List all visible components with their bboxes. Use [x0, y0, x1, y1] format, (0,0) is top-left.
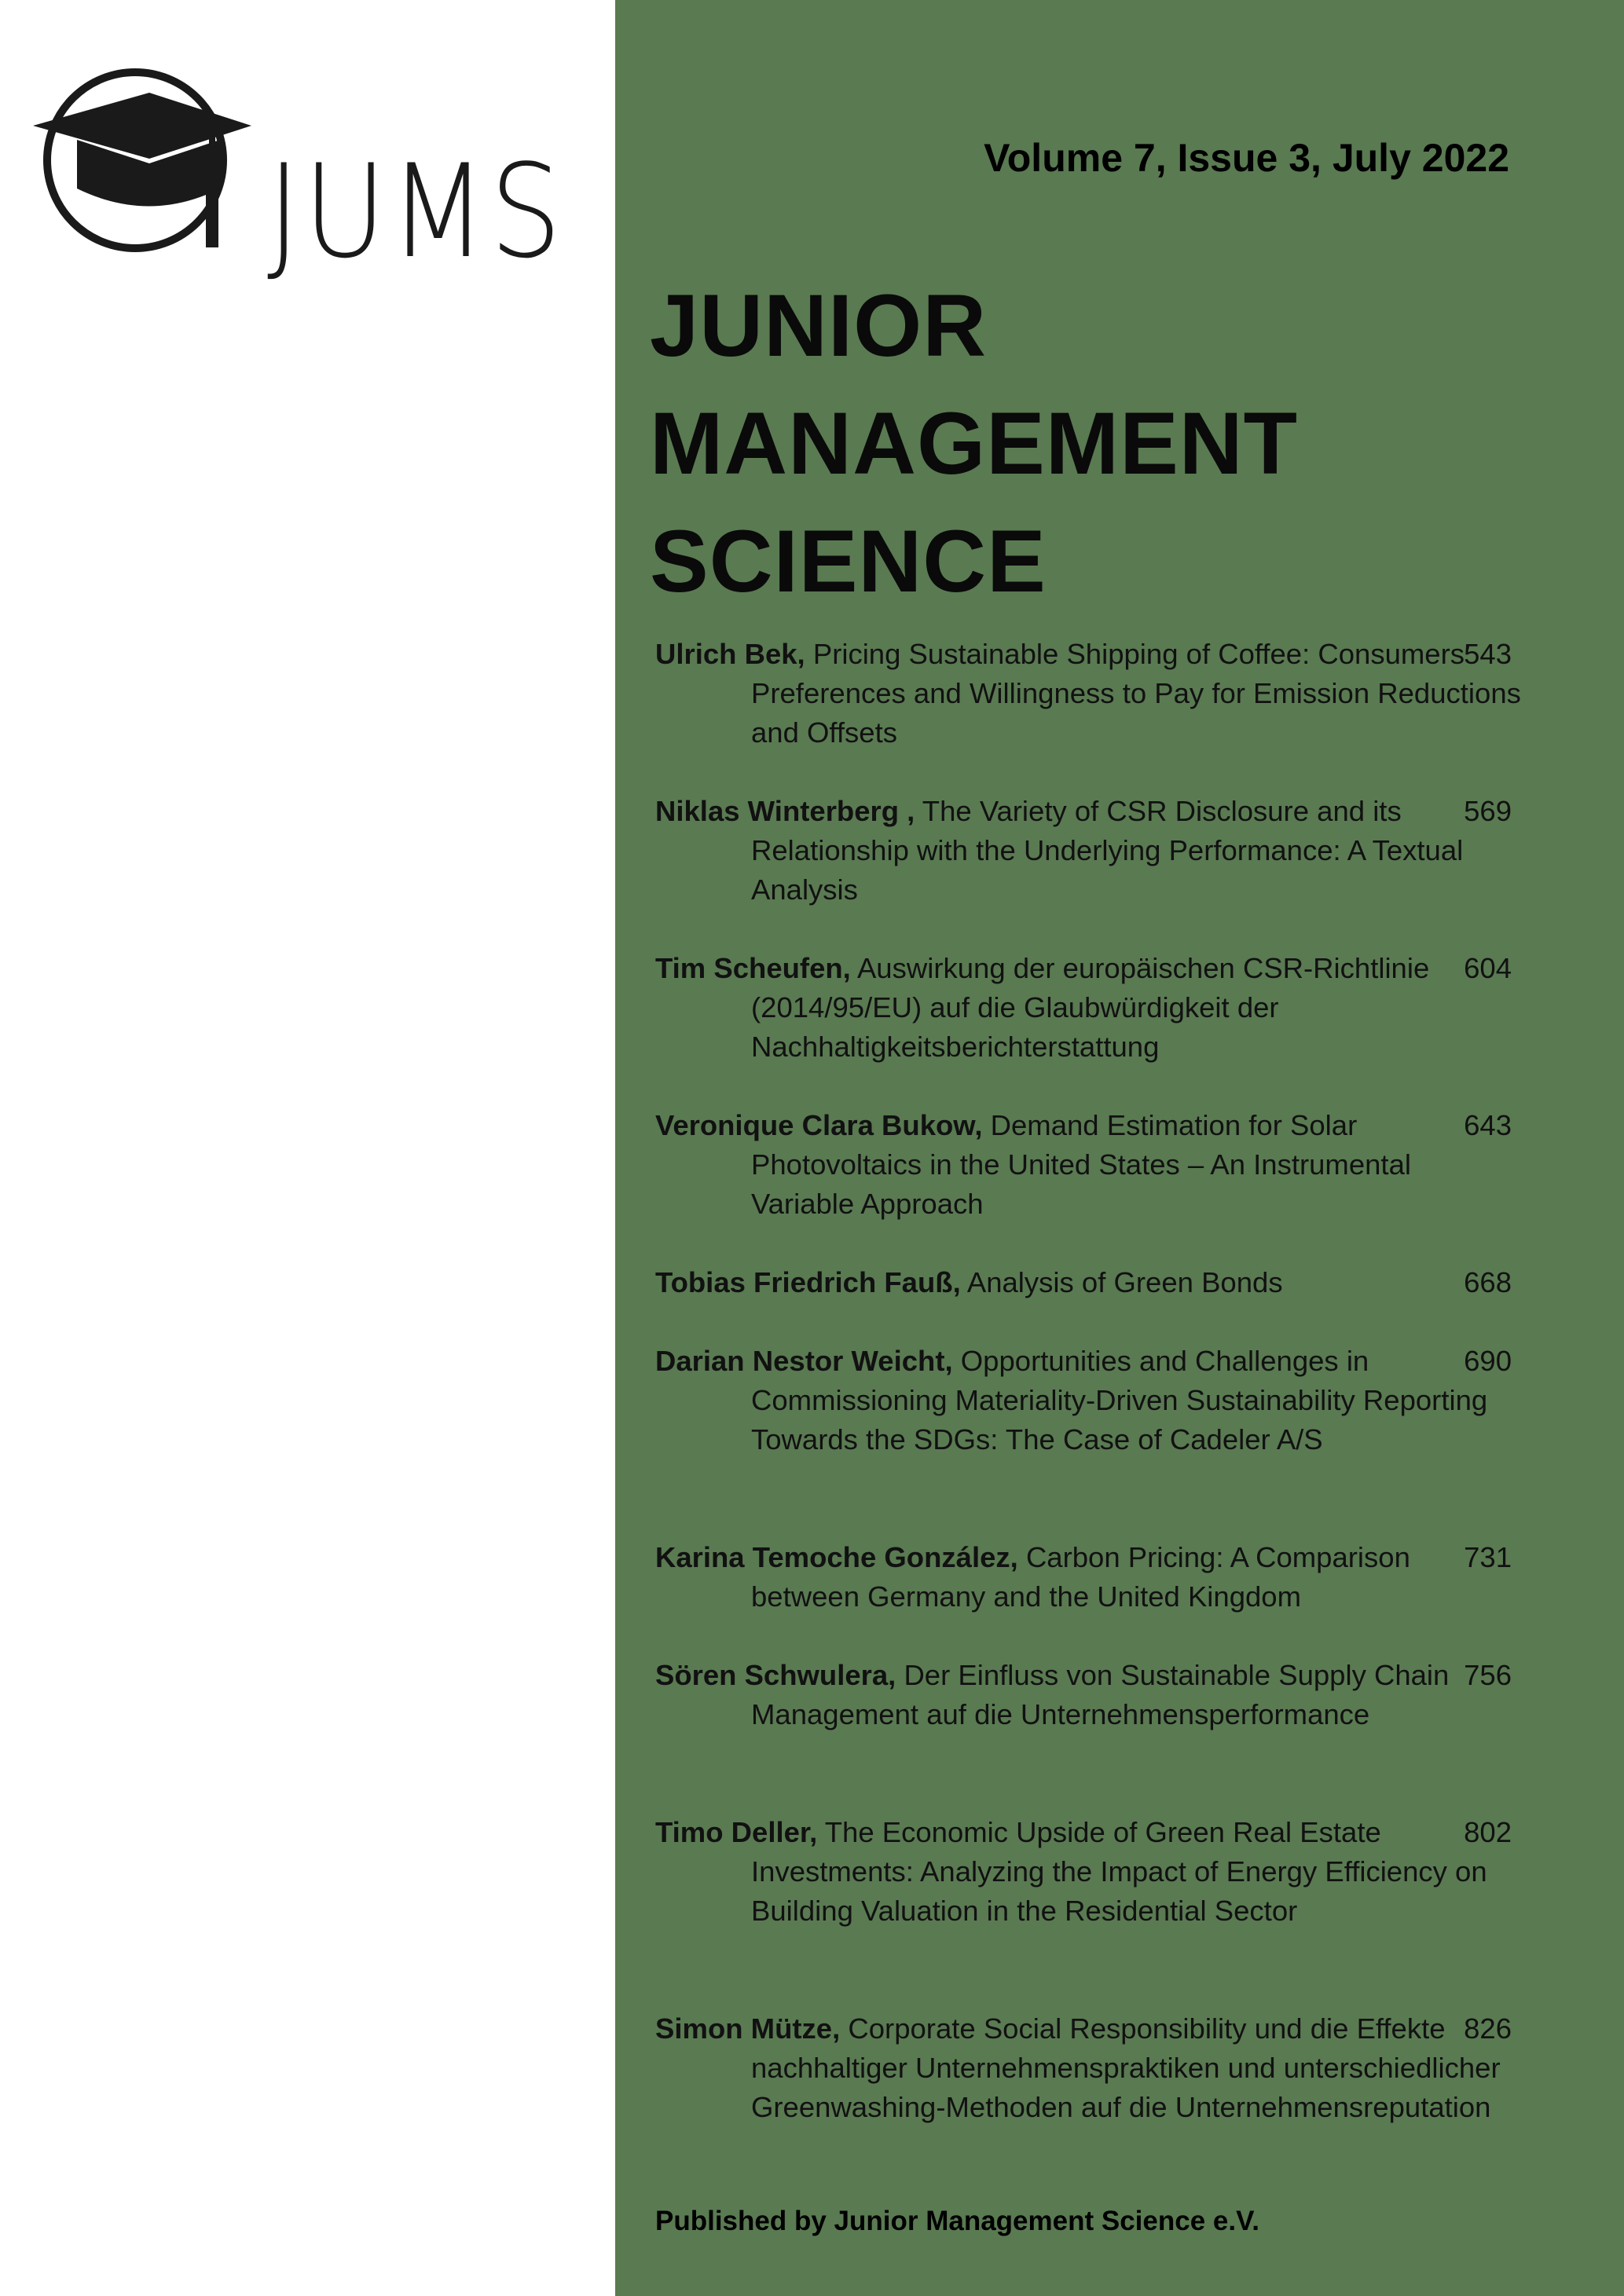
article-author: Tim Scheufen,	[655, 952, 851, 984]
article-title: Demand Estimation for Solar Photovoltaics in the United States – An Instrumental Variable Approach	[751, 1109, 1411, 1220]
article-entry[interactable]	[655, 1656, 1512, 1734]
article-author: Karina Temoche González,	[655, 1541, 1018, 1573]
article-entry[interactable]	[655, 2009, 1512, 2127]
article-title: Der Einfluss von Sustainable Supply Chain Management auf die Unternehmensperformance	[751, 1659, 1450, 1730]
article-entry[interactable]	[655, 1813, 1512, 1931]
article-entry[interactable]	[655, 1342, 1512, 1459]
article-title: Carbon Pricing: A Comparison between Germany and the United Kingdom	[751, 1541, 1410, 1613]
article-page: 569	[1464, 795, 1512, 827]
article-author: Timo Deller,	[655, 1816, 818, 1848]
article-author: Ulrich Bek,	[655, 638, 805, 670]
article-entry[interactable]	[655, 635, 1521, 753]
graduation-cap-icon	[31, 63, 267, 267]
article-entry[interactable]	[655, 949, 1512, 1067]
article-author: Simon Mütze,	[655, 2012, 841, 2045]
article-title: The Variety of CSR Disclosure and its Relationship with the Underlying Performance: A Textual Analysis	[751, 795, 1464, 906]
article-title: Corporate Social Responsibility und die Effekte nachhaltiger Unternehmenspraktiken und unterschiedlicher Greenwashing-Methoden auf die Unternehmensreputation	[751, 2012, 1501, 2123]
article-page: 543	[1464, 638, 1512, 670]
article-author: Tobias Friedrich Fauß,	[655, 1266, 961, 1298]
article-title: Analysis of Green Bonds	[966, 1266, 1283, 1298]
publisher-line: Published by Junior Management Science e.V.	[655, 2206, 1259, 2236]
article-title: Auswirkung der europäischen CSR-Richtlinie (2014/95/EU) auf die Glaubwürdigkeit der Nachhaltigkeitsberichterstattung	[751, 952, 1430, 1063]
article-page: 731	[1464, 1541, 1512, 1573]
journal-title	[650, 267, 1298, 621]
article-author: Niklas Winterberg ,	[655, 795, 915, 827]
article-title: The Economic Upside of Green Real Estate Investments: Analyzing the Impact of Energy Efficiency on Building Valuation in the Residential Sector	[751, 1816, 1487, 1927]
journal-title-line: SCIENCE	[650, 512, 1047, 610]
article-page: 802	[1464, 1816, 1512, 1848]
article-entry[interactable]	[655, 1263, 1512, 1302]
journal-title-line: MANAGEMENT	[650, 394, 1299, 493]
article-author: Sören Schwulera,	[655, 1659, 896, 1691]
volume-issue: Volume 7, Issue 3, July 2022	[984, 136, 1509, 180]
logo-wordmark: JUMS	[267, 137, 565, 287]
article-entry[interactable]	[655, 1538, 1512, 1617]
article-page: 604	[1464, 952, 1512, 984]
article-page: 826	[1464, 2012, 1512, 2045]
article-title: Pricing Sustainable Shipping of Coffee: Consumers’ Preferences and Willingness to Pay for Emission Reductions and Offsets	[751, 638, 1521, 749]
article-page: 690	[1464, 1345, 1512, 1377]
article-page: 643	[1464, 1109, 1512, 1141]
article-entry[interactable]	[655, 1106, 1512, 1224]
jums-logo	[31, 63, 597, 287]
article-author: Veronique Clara Bukow,	[655, 1109, 983, 1141]
article-entry[interactable]	[655, 792, 1512, 910]
article-author: Darian Nestor Weicht,	[655, 1345, 953, 1377]
article-page: 756	[1464, 1659, 1512, 1691]
article-page: 668	[1464, 1266, 1512, 1298]
left-panel	[0, 0, 615, 2296]
journal-title-line: JUNIOR	[650, 276, 988, 375]
article-title: Opportunities and Challenges in Commissioning Materiality-Driven Sustainability Reporting Towards the SDGs: The Case of Cadeler A/S	[751, 1345, 1488, 1456]
